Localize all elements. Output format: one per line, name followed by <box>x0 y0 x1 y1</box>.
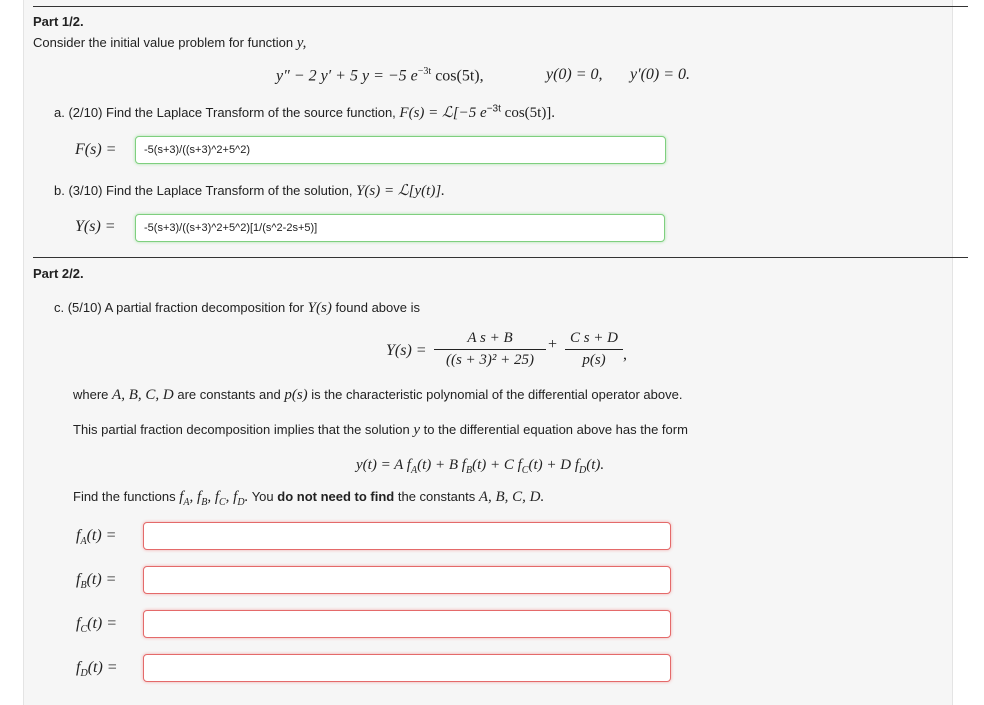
question-b-math: Y(s) = ℒ[y(t)]. <box>356 183 445 199</box>
where-post: is the characteristic polynomial of the differential operator above. <box>311 387 683 402</box>
find-you: You <box>251 489 274 504</box>
ode-exp: −3t <box>417 66 432 77</box>
intro-var: y, <box>296 35 307 51</box>
find-text <box>73 489 544 508</box>
ode-right: cos(5t), <box>431 67 484 85</box>
fA-input[interactable] <box>143 522 671 550</box>
F-input[interactable]: -5(s+3)/((s+3)^2+5^2) <box>135 136 666 164</box>
pf-comma: , <box>623 346 627 363</box>
fB-input[interactable] <box>143 566 671 594</box>
question-a-label: a. (2/10) Find the Laplace Transform of the source function, <box>54 105 396 120</box>
Y-label: Y(s) = <box>75 218 116 235</box>
ode-left: y″ − 2 y′ + 5 y = −5 e <box>276 67 418 85</box>
fC-label: $f_C(t)$ = <box>76 615 118 636</box>
fA-label: $f_A(t)$ = <box>76 527 117 548</box>
pf-num-1: A s + B <box>467 330 513 346</box>
question-b-label: b. (3/10) Find the Laplace Transform of the solution, <box>54 183 353 198</box>
ic-1: y(0) = 0, <box>546 66 603 83</box>
find-funcs: $f_A$, $f_B$, $f_C$, $f_D$. <box>179 489 249 508</box>
where-pre: where <box>73 387 109 402</box>
question-c-label-end: found above is <box>335 300 421 315</box>
pf-fraction-1 <box>434 330 546 369</box>
Y-input[interactable]: -5(s+3)/((s+3)^2+5^2)[1/(s^2-2s+5)] <box>135 214 665 242</box>
question-c-label: c. (5/10) A partial fraction decomposition for <box>54 300 305 315</box>
question-b-text <box>54 181 445 200</box>
find-post: the constants <box>397 489 476 504</box>
pf-den-2: p(s) <box>582 352 606 368</box>
where-mid: are constants and <box>177 387 281 402</box>
pf-left: Y(s) = <box>386 342 427 359</box>
where-text <box>73 387 682 404</box>
pf-fraction-2 <box>565 330 623 369</box>
implies-pre: This partial fraction decomposition implies that the solution <box>73 422 410 437</box>
find-consts: A, B, C, D. <box>478 489 545 505</box>
find-bold: do not need to find <box>277 489 395 504</box>
fC-input[interactable] <box>143 610 671 638</box>
intro-text <box>33 35 306 52</box>
implies-text <box>73 422 688 439</box>
solution-form: y(t) = A $f_A(t) + B$ $f_B(t) + C$ $f_C(t) + D$ $f_D(t)$. <box>356 457 605 476</box>
implies-var: y <box>413 422 421 438</box>
ic-2: y′(0) = 0. <box>630 66 691 83</box>
question-a-exp: −3t <box>486 103 501 115</box>
part1-title: Part 1/2. <box>33 14 84 29</box>
pf-plus: + <box>548 336 558 353</box>
question-a-math-end: cos(5t)]. <box>500 105 556 121</box>
fD-label: $f_D(t)$ = <box>76 659 118 680</box>
intro-label: Consider the initial value problem for function <box>33 35 294 50</box>
ode-equation <box>276 66 484 85</box>
fB-label: $f_B(t)$ = <box>76 571 117 592</box>
implies-post: to the differential equation above has the form <box>423 422 688 437</box>
pf-den-1: ((s + 3)² + 25) <box>445 352 535 368</box>
question-a-text <box>54 103 555 122</box>
divider-top <box>33 6 968 7</box>
question-a-math: F(s) = ℒ[−5 e <box>399 105 487 121</box>
question-c-var: Y(s) <box>307 300 332 316</box>
where-consts: A, B, C, D <box>112 387 174 403</box>
where-p: p(s) <box>284 387 308 403</box>
divider-mid <box>33 257 968 258</box>
fD-input[interactable] <box>143 654 671 682</box>
pf-num-2: C s + D <box>569 330 619 346</box>
part2-title: Part 2/2. <box>33 266 84 281</box>
find-pre: Find the functions <box>73 489 176 504</box>
F-label: F(s) = <box>75 141 117 158</box>
question-c-text <box>54 300 420 317</box>
